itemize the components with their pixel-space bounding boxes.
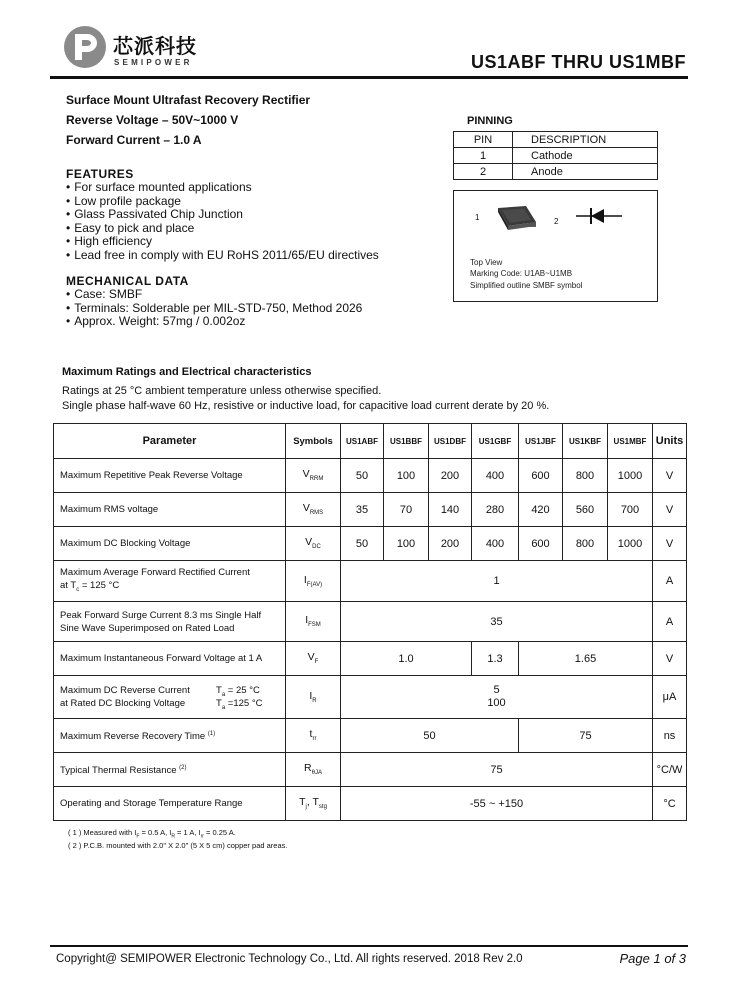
value-cell: 1 (341, 561, 653, 602)
value-cell: 200 (429, 459, 472, 493)
list-item: • Glass Passivated Chip Junction (66, 208, 379, 222)
value-cell: 1000 (608, 459, 653, 493)
value-cell: 800 (563, 459, 608, 493)
table-row (54, 787, 687, 821)
value-cell: 50 (341, 527, 384, 561)
table-row (454, 164, 658, 180)
value-cell: 1.3 (472, 642, 519, 676)
value-cell: 280 (472, 493, 519, 527)
value-cell: 140 (429, 493, 472, 527)
features-list (66, 181, 379, 262)
brand-name-english: SEMIPOWER (114, 58, 193, 67)
parameter-cell: Maximum Reverse Recovery Time $^{(1)}$ (54, 719, 286, 753)
smbf-package-icon (488, 200, 544, 234)
parameter-cell: Maximum Average Forward Rectified Current at $T_c = 125$ °C (54, 561, 286, 602)
value-cell: 1.0 (341, 642, 472, 676)
pin2-label: 2 (554, 217, 559, 226)
device-column-header: US1KBF (563, 424, 608, 459)
value-cell: 50 (341, 719, 519, 753)
page-number: Page 1 of 3 (619, 951, 686, 966)
units-column-header: Units (653, 424, 687, 459)
table-row (54, 602, 687, 642)
table-row (54, 561, 687, 602)
footnote-2: ( 2 ) P.C.B. mounted with 2.0" X 2.0" (5 X 5 cm) copper pad areas. (68, 841, 288, 850)
unit-cell: V (653, 642, 687, 676)
value-cell: 75 (519, 719, 653, 753)
symbol-cell: $I_{FSM}$ (286, 602, 341, 642)
ratings-title: Maximum Ratings and Electrical characteristics (62, 366, 312, 378)
value-cell: 800 (563, 527, 608, 561)
device-column-header: US1MBF (608, 424, 653, 459)
ratings-note-temperature: Ratings at 25 °C ambient temperature unless otherwise specified. (62, 385, 382, 397)
summary-forward-current: Forward Current – 1.0 A (66, 133, 202, 147)
value-cell: 50 (341, 459, 384, 493)
table-row (454, 148, 658, 164)
table-row (54, 493, 687, 527)
package-caption-view: Top View (470, 258, 503, 267)
brand-name-chinese: 芯派科技 (113, 36, 197, 58)
pin-description: Anode (513, 164, 658, 180)
summary-reverse-voltage: Reverse Voltage – 50V~1000 V (66, 113, 239, 127)
unit-cell: °C (653, 787, 687, 821)
value-cell: 400 (472, 459, 519, 493)
device-column-header: US1GBF (472, 424, 519, 459)
list-item: • Terminals: Solderable per MIL-STD-750, Method 2026 (66, 302, 362, 316)
value-cell: 75 (341, 753, 653, 787)
unit-cell: ns (653, 719, 687, 753)
value-cell: -55 ~ +150 (341, 787, 653, 821)
parameter-cell: Operating and Storage Temperature Range (54, 787, 286, 821)
diode-symbol-icon (576, 206, 622, 226)
symbol-cell: $R_{\theta JA}$ (286, 753, 341, 787)
table-row (54, 642, 687, 676)
features-title: FEATURES (66, 167, 134, 181)
list-item: • Easy to pick and place (66, 222, 379, 236)
value-cell: 400 (472, 527, 519, 561)
parameter-cell: Maximum Instantaneous Forward Voltage at 1 A (54, 642, 286, 676)
symbol-cell: $T_j$, $T_{stg}$ (286, 787, 341, 821)
semipower-logo-icon (62, 24, 108, 70)
table-row (54, 676, 687, 719)
value-cell: 420 (519, 493, 563, 527)
symbol-cell: $V_{DC}$ (286, 527, 341, 561)
document-title: US1ABF THRU US1MBF (470, 52, 686, 72)
header-rule (50, 76, 688, 79)
description-column-header: DESCRIPTION (513, 132, 658, 148)
parameter-cell: Maximum RMS voltage (54, 493, 286, 527)
parameter-cell: Typical Thermal Resistance $^{(2)}$ (54, 753, 286, 787)
value-cell: 600 (519, 459, 563, 493)
value-cell: 1.65 (519, 642, 653, 676)
value-cell: 560 (563, 493, 608, 527)
table-row (54, 719, 687, 753)
device-column-header: US1JBF (519, 424, 563, 459)
list-item: • Low profile package (66, 195, 379, 209)
pin-number: 1 (454, 148, 513, 164)
package-caption-marking: Marking Code: U1AB~U1MB (470, 269, 573, 278)
value-cell: 100 (384, 459, 429, 493)
table-row (54, 527, 687, 561)
unit-cell: μA (653, 676, 687, 719)
unit-cell: °C/W (653, 753, 687, 787)
pinning-title: PINNING (467, 115, 513, 127)
pin-description: Cathode (513, 148, 658, 164)
list-item: • Lead free in comply with EU RoHS 2011/65/EU directives (66, 249, 379, 263)
symbol-cell: $I_{F(AV)}$ (286, 561, 341, 602)
value-cell: 600 (519, 527, 563, 561)
unit-cell: V (653, 493, 687, 527)
copyright-text: Copyright@ SEMIPOWER Electronic Technology Co., Ltd. All rights reserved. 2018 Rev 2.0 (56, 953, 523, 965)
value-cell: 700 (608, 493, 653, 527)
parameter-column-header: Parameter (54, 424, 286, 459)
pin-number: 2 (454, 164, 513, 180)
value-cell: 35 (341, 493, 384, 527)
symbol-cell: $V_{RMS}$ (286, 493, 341, 527)
list-item: • For surface mounted applications (66, 181, 379, 195)
value-cell: 100 (384, 527, 429, 561)
symbol-cell: $V_{RRM}$ (286, 459, 341, 493)
value-cell: 5 100 (341, 676, 653, 719)
mechanical-data-list (66, 288, 362, 329)
parameter-cell: Maximum Repetitive Peak Reverse Voltage (54, 459, 286, 493)
summary-product-type: Surface Mount Ultrafast Recovery Rectifier (66, 93, 311, 107)
ratings-note-load: Single phase half-wave 60 Hz, resistive or inductive load, for capacitive load current derate by 20 %. (62, 400, 550, 412)
symbol-cell: $I_R$ (286, 676, 341, 719)
list-item: • Approx. Weight: 57mg / 0.002oz (66, 315, 362, 329)
ratings-table (53, 423, 687, 821)
list-item: • High efficiency (66, 235, 379, 249)
parameter-cell: Maximum DC Blocking Voltage (54, 527, 286, 561)
mechanical-data-title: MECHANICAL DATA (66, 274, 189, 288)
unit-cell: A (653, 602, 687, 642)
unit-cell: A (653, 561, 687, 602)
pin-column-header: PIN (454, 132, 513, 148)
value-cell: 200 (429, 527, 472, 561)
unit-cell: V (653, 459, 687, 493)
value-cell: 1000 (608, 527, 653, 561)
symbol-cell: $V_F$ (286, 642, 341, 676)
footnote-1: ( 1 ) Measured with $I_F = 0.5$ A, $I_R = 1$ A, $I_{rr} = 0.25$ A. (68, 828, 236, 840)
parameter-cell: Maximum DC Reverse Current $T_a = 25$ °C at Rated DC Blocking Voltage $T_a =125$ °C (54, 676, 286, 719)
footer-rule (50, 945, 688, 947)
device-column-header: US1BBF (384, 424, 429, 459)
value-cell: 70 (384, 493, 429, 527)
parameter-cell: Peak Forward Surge Current 8.3 ms Single Half Sine Wave Superimposed on Rated Load (54, 602, 286, 642)
package-caption-outline: Simplified outline SMBF symbol (470, 281, 583, 290)
symbol-cell: $t_{rr}$ (286, 719, 341, 753)
device-column-header: US1DBF (429, 424, 472, 459)
table-row (54, 753, 687, 787)
unit-cell: V (653, 527, 687, 561)
value-cell: 35 (341, 602, 653, 642)
pinning-table (453, 131, 658, 180)
device-column-header: US1ABF (341, 424, 384, 459)
symbols-column-header: Symbols (286, 424, 341, 459)
list-item: • Case: SMBF (66, 288, 362, 302)
table-row (54, 459, 687, 493)
pin1-label: 1 (475, 213, 480, 222)
